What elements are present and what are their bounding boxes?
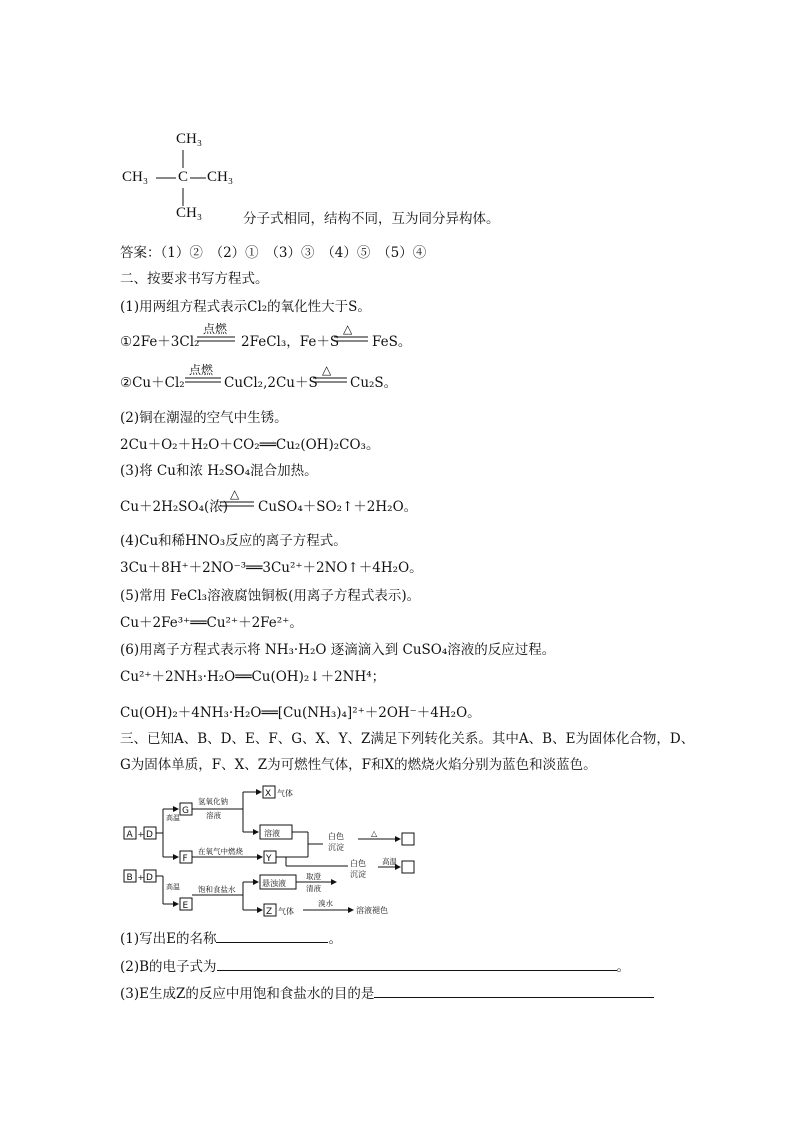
- label-z: Z: [266, 907, 273, 917]
- label-naoh-2: 溶液: [206, 811, 221, 820]
- label-high-temp-2: 高温: [166, 883, 180, 891]
- label-e: E: [182, 901, 189, 911]
- label-plus-2: +: [137, 873, 145, 882]
- s2-q6-equation-1: Cu²⁺＋2NH₃·H₂O══Cu(OH)₂↓＋2NH⁴；: [120, 669, 386, 685]
- transformation-diagram: [118, 782, 428, 922]
- ch3-left: CH₃: [122, 169, 149, 185]
- q1b-double-bar: [185, 376, 225, 384]
- label-suspension: 悬浊液: [262, 879, 286, 888]
- label-burn-o2: 在氧气中燃烧: [198, 847, 243, 856]
- bond-lines: [120, 130, 250, 230]
- q1b-double-bar-2: [313, 376, 353, 384]
- label-y: Y: [266, 854, 272, 864]
- label-d: D: [146, 830, 153, 840]
- label-white-ppt-1: 白色: [328, 832, 344, 841]
- q1b-condition: 点燃: [189, 363, 214, 377]
- section-3-title-line2: G为固体单质，F、X、Z为可燃性气体，F和X的燃烧火焰分别为蓝色和淡蓝色。: [120, 757, 597, 773]
- q3-double-bar: [220, 500, 260, 508]
- s3-q1: [120, 928, 342, 948]
- label-sat-brine: 饱和食盐水: [198, 885, 236, 894]
- box-a-result: [402, 833, 414, 845]
- label-clarify-2: 清液: [306, 884, 321, 893]
- q1b-mid: CuCl₂,2Cu＋S: [224, 375, 318, 391]
- label-d-2: D: [146, 873, 153, 883]
- label-white-ppt-3: 白色: [350, 859, 366, 868]
- structure-caption: 分子式相同，结构不同，互为同分异构体。: [243, 211, 500, 227]
- label-white-ppt-4: 沉淀: [350, 870, 366, 879]
- s3-q2-end: 。: [616, 959, 631, 975]
- s3-q2-text: (2)B的电子式为: [120, 959, 217, 975]
- label-f: F: [182, 854, 188, 864]
- q1a-double-bar-2: [334, 335, 374, 343]
- label-z-gas: 气体: [278, 907, 294, 916]
- central-carbon: C: [178, 169, 189, 185]
- label-white-ppt-2: 沉淀: [328, 843, 344, 852]
- q1a-double-bar: [197, 335, 237, 343]
- s2-q2: (2)铜在潮湿的空气中生锈。: [120, 410, 288, 426]
- label-high-temp-1: 高温: [166, 814, 180, 822]
- s3-q1-text: (1)写出E的名称: [120, 931, 217, 947]
- s3-q3: [120, 983, 654, 1003]
- q1a-left: ①2Fe＋3Cl₂: [120, 334, 200, 350]
- label-solution: 溶液: [264, 829, 280, 838]
- s3-q1-end: 。: [328, 931, 342, 947]
- s3-q3-text: (3)E生成Z的反应中用饱和食盐水的目的是: [120, 986, 375, 1002]
- q1b-left: ②Cu＋Cl₂: [120, 375, 185, 391]
- s2-q6: (6)用离子方程式表示将 NH₃·H₂O 逐滴滴入到 CuSO₄溶液的反应过程。: [120, 642, 556, 658]
- q3-left: Cu＋2H₂SO₄(浓): [120, 499, 229, 515]
- q1b-heat: △: [322, 363, 332, 377]
- label-b: B: [126, 873, 133, 883]
- label-high-temp-3: 高温: [382, 857, 397, 866]
- s2-q6-equation-2: Cu(OH)₂＋4NH₃·H₂O══[Cu(NH₃)₄]²⁺＋2OH⁻＋4H₂O。: [120, 705, 481, 721]
- q3-right: CuSO₄＋SO₂↑＋2H₂O。: [258, 499, 418, 515]
- s2-q2-equation: 2Cu＋O₂＋H₂O＋CO₂══Cu₂(OH)₂CO₃。: [120, 437, 380, 453]
- label-bromine-water: 溴水: [318, 899, 333, 908]
- ch3-top: CH₃: [176, 131, 203, 147]
- label-g: G: [182, 806, 189, 816]
- s2-q1: (1)用两组方程式表示Cl₂的氧化性大于S。: [120, 299, 371, 315]
- q1b-right: Cu₂S。: [350, 375, 398, 391]
- s3-q3-answer-blank[interactable]: [374, 983, 654, 998]
- label-decolor: 溶液褪色: [356, 906, 388, 915]
- section-2-title: 二、按要求书写方程式。: [120, 271, 269, 287]
- q1a-heat: △: [343, 322, 353, 336]
- label-x: X: [265, 789, 272, 799]
- s2-q5-equation: Cu＋2Fe³⁺══Cu²⁺＋2Fe²⁺。: [120, 615, 303, 631]
- label-naoh-1: 氢氧化钠: [198, 797, 228, 806]
- q1a-right: FeS。: [372, 334, 412, 350]
- label-clarify-1: 取澄: [306, 872, 321, 881]
- label-heat: △: [371, 829, 378, 838]
- section-3-title-line1: 三、已知A、B、D、E、F、G、X、Y、Z满足下列转化关系。其中A、B、E为固体化合物，D、: [120, 731, 695, 747]
- s2-q4-equation: 3Cu＋8H⁺＋2NO⁻³══3Cu²⁺＋2NO↑＋4H₂O。: [120, 560, 423, 576]
- answer-line: 答案：（1）② （2）① （3）③ （4）⑤ （5）④: [120, 245, 427, 261]
- box-b-result: [402, 861, 414, 873]
- label-a: A: [126, 830, 133, 840]
- s2-q5: (5)常用 FeCl₃溶液腐蚀铜板(用离子方程式表示)。: [120, 588, 421, 604]
- s3-q1-answer-blank[interactable]: [216, 928, 328, 943]
- ch3-bottom: CH₃: [176, 205, 203, 221]
- s3-q2: [120, 956, 630, 976]
- label-x-gas: 气体: [277, 789, 293, 798]
- s2-q3: (3)将 Cu和浓 H₂SO₄混合加热。: [120, 463, 318, 479]
- label-plus-1: +: [137, 830, 145, 839]
- q1a-mid: 2FeCl₃，Fe＋S: [241, 334, 340, 350]
- ch3-right: CH₃: [207, 169, 234, 185]
- s3-q2-answer-blank[interactable]: [217, 956, 617, 971]
- q3-heat: △: [230, 487, 240, 501]
- s2-q4: (4)Cu和稀HNO₃反应的离子方程式。: [120, 533, 347, 549]
- q1a-condition: 点燃: [203, 322, 228, 336]
